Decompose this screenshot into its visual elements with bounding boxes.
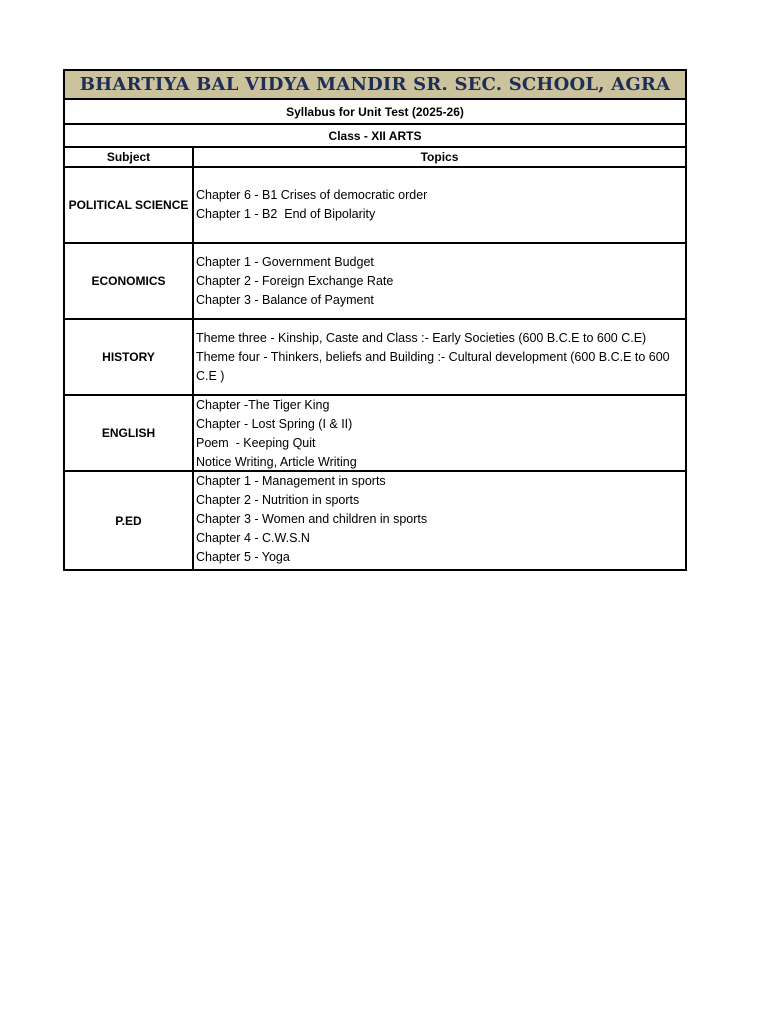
topic-line: Chapter 2 - Nutrition in sports bbox=[196, 493, 360, 507]
table-row bbox=[65, 244, 685, 320]
topic-line: Chapter 1 - Government Budget bbox=[196, 254, 374, 269]
subject-column-header: Subject bbox=[65, 148, 194, 166]
subject-cell: HISTORY bbox=[65, 320, 194, 394]
school-title: BHARTIYA BAL VIDYA MANDIR SR. SEC. SCHOOL, AGRA bbox=[79, 74, 671, 95]
table-header-row bbox=[65, 148, 685, 168]
topic-line: Chapter 4 - C.W.S.N bbox=[196, 531, 310, 545]
syllabus-table bbox=[63, 69, 687, 571]
topics-cell bbox=[194, 396, 685, 470]
topic-line: Chapter 1 - Management in sports bbox=[196, 474, 386, 488]
class-title-row bbox=[65, 125, 685, 148]
topic-line: Chapter -The Tiger King bbox=[196, 398, 330, 412]
table-row bbox=[65, 320, 685, 396]
topic-line: Chapter 5 - Yoga bbox=[196, 550, 290, 564]
table-row bbox=[65, 396, 685, 472]
topics-cell bbox=[194, 168, 685, 242]
topic-line: Chapter 3 - Balance of Payment bbox=[196, 292, 374, 307]
class-title: Class - XII ARTS bbox=[328, 128, 422, 143]
topic-line: Notice Writing, Article Writing bbox=[196, 455, 357, 469]
subject-cell: POLITICAL SCIENCE bbox=[65, 168, 194, 242]
table-row bbox=[65, 472, 685, 569]
subject-cell: P.ED bbox=[65, 472, 194, 569]
topic-line: Poem - Keeping Quit bbox=[196, 436, 316, 450]
topic-line: Chapter 1 - B2 End of Bipolarity bbox=[196, 207, 376, 221]
topic-line: Chapter 3 - Women and children in sports bbox=[196, 512, 428, 526]
school-title-row bbox=[65, 71, 685, 100]
topics-cell bbox=[194, 472, 685, 569]
table-row bbox=[65, 168, 685, 244]
topic-line: Theme three - Kinship, Caste and Class :- Early Societies (600 B.C.E to 600 C.E) bbox=[196, 330, 647, 345]
syllabus-title: Syllabus for Unit Test (2025-26) bbox=[286, 104, 464, 119]
topic-line: Chapter 2 - Foreign Exchange Rate bbox=[196, 273, 394, 288]
subject-cell: ENGLISH bbox=[65, 396, 194, 470]
topic-line: Chapter - Lost Spring (I & II) bbox=[196, 417, 353, 431]
subject-cell: ECONOMICS bbox=[65, 244, 194, 318]
topics-column-header: Topics bbox=[420, 149, 459, 164]
topic-line: Chapter 6 - B1 Crises of democratic order bbox=[196, 188, 428, 202]
topic-line: Theme four - Thinkers, beliefs and Building :- Cultural development (600 B.C.E to 600 C.E ) bbox=[196, 349, 674, 383]
topics-cell bbox=[194, 244, 685, 318]
topics-cell bbox=[194, 320, 685, 394]
syllabus-title-row bbox=[65, 100, 685, 125]
